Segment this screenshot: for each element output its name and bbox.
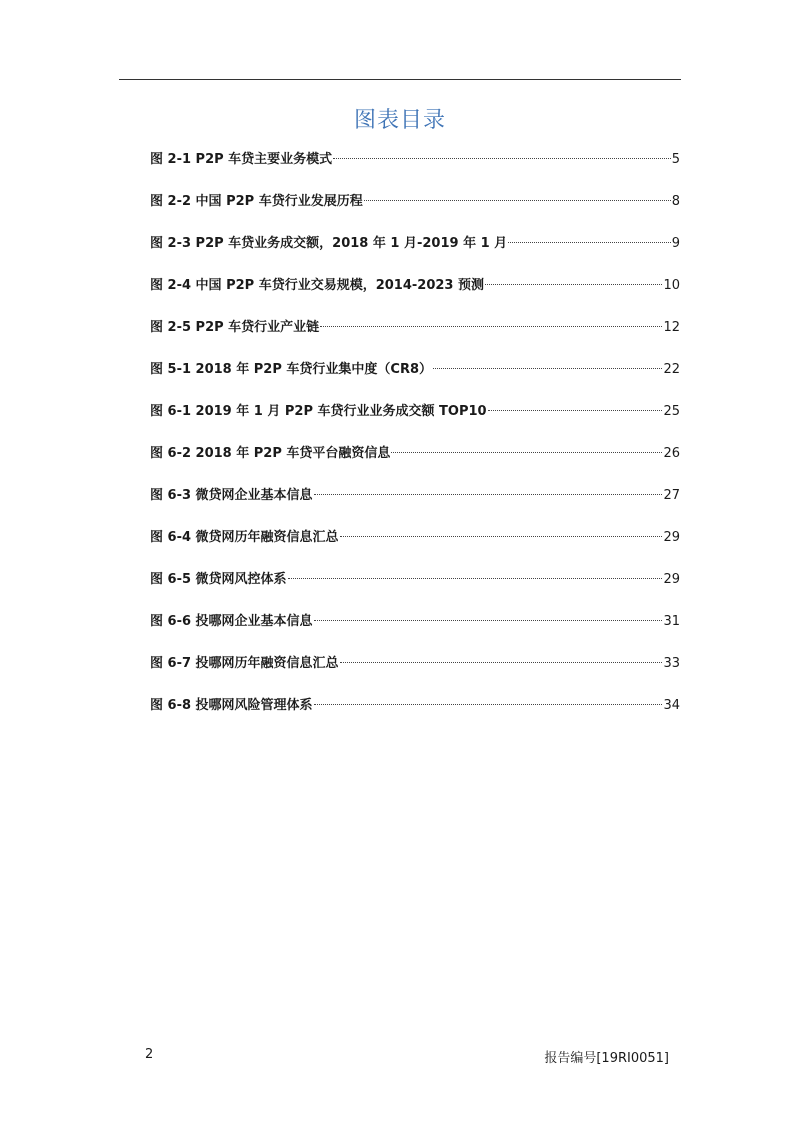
toc-entry-page[interactable]: 26 <box>663 446 680 461</box>
toc-entry-page[interactable]: 10 <box>663 278 680 293</box>
toc-entry-label[interactable]: 图 2-5 P2P 车贷行业产业链 <box>150 320 320 335</box>
toc-leader-dots <box>433 368 662 369</box>
toc-leader-dots <box>314 620 663 621</box>
toc-entry-label[interactable]: 图 6-8 投哪网风险管理体系 <box>150 698 313 713</box>
toc-entry-label[interactable]: 图 6-3 微贷网企业基本信息 <box>150 488 313 503</box>
toc-entry-label[interactable]: 图 5-1 2018 年 P2P 车贷行业集中度（CR8） <box>150 362 432 377</box>
toc-entry[interactable] <box>150 191 680 233</box>
figure-toc-list <box>150 149 680 737</box>
toc-entry-page[interactable]: 31 <box>663 614 680 629</box>
header-rule <box>119 79 681 80</box>
toc-entry[interactable] <box>150 653 680 695</box>
toc-leader-dots <box>364 200 671 201</box>
toc-leader-dots <box>488 410 663 411</box>
toc-entry-page[interactable]: 22 <box>663 362 680 377</box>
toc-leader-dots <box>314 494 663 495</box>
toc-entry-page[interactable]: 5 <box>671 152 680 167</box>
toc-leader-dots <box>333 158 671 159</box>
toc-entry-page[interactable]: 29 <box>663 530 680 545</box>
toc-entry[interactable] <box>150 611 680 653</box>
toc-entry[interactable] <box>150 695 680 737</box>
toc-entry-page[interactable]: 27 <box>663 488 680 503</box>
footer-page-number: 2 <box>145 1047 154 1062</box>
toc-entry-label[interactable]: 图 2-2 中国 P2P 车贷行业发展历程 <box>150 194 363 209</box>
toc-entry-page[interactable]: 12 <box>663 320 680 335</box>
toc-leader-dots <box>391 452 662 453</box>
toc-entry-label[interactable]: 图 6-2 2018 年 P2P 车贷平台融资信息 <box>150 446 391 461</box>
toc-entry[interactable] <box>150 401 680 443</box>
toc-entry-label[interactable]: 图 6-6 投哪网企业基本信息 <box>150 614 313 629</box>
toc-leader-dots <box>320 326 662 327</box>
toc-entry-page[interactable]: 8 <box>671 194 680 209</box>
toc-entry[interactable] <box>150 233 680 275</box>
toc-leader-dots <box>314 704 663 705</box>
toc-leader-dots <box>340 536 663 537</box>
toc-entry[interactable] <box>150 443 680 485</box>
toc-leader-dots <box>340 662 663 663</box>
toc-entry-page[interactable]: 33 <box>663 656 680 671</box>
toc-leader-dots <box>288 578 663 579</box>
toc-entry-label[interactable]: 图 2-3 P2P 车贷业务成交额，2018 年 1 月-2019 年 1 月 <box>150 236 508 251</box>
toc-entry[interactable] <box>150 569 680 611</box>
toc-entry-label[interactable]: 图 6-5 微贷网风控体系 <box>150 572 287 587</box>
toc-entry[interactable] <box>150 275 680 317</box>
toc-leader-dots <box>508 242 671 243</box>
toc-entry-page[interactable]: 34 <box>663 698 680 713</box>
toc-entry-label[interactable]: 图 2-1 P2P 车贷主要业务模式 <box>150 152 333 167</box>
toc-leader-dots <box>485 284 662 285</box>
toc-entry-page[interactable]: 9 <box>671 236 680 251</box>
toc-entry[interactable] <box>150 149 680 191</box>
toc-entry-page[interactable]: 29 <box>663 572 680 587</box>
toc-entry[interactable] <box>150 359 680 401</box>
page-title: 图表目录 <box>353 108 446 133</box>
toc-entry[interactable] <box>150 317 680 359</box>
footer-report-id: 报告编号[19RI0051] <box>544 1051 669 1066</box>
toc-entry-label[interactable]: 图 6-4 微贷网历年融资信息汇总 <box>150 530 339 545</box>
toc-entry[interactable] <box>150 527 680 569</box>
toc-entry-label[interactable]: 图 6-1 2019 年 1 月 P2P 车贷行业业务成交额 TOP10 <box>150 404 487 419</box>
toc-entry-label[interactable]: 图 2-4 中国 P2P 车贷行业交易规模，2014-2023 预测 <box>150 278 484 293</box>
toc-entry-label[interactable]: 图 6-7 投哪网历年融资信息汇总 <box>150 656 339 671</box>
toc-entry[interactable] <box>150 485 680 527</box>
toc-entry-page[interactable]: 25 <box>663 404 680 419</box>
